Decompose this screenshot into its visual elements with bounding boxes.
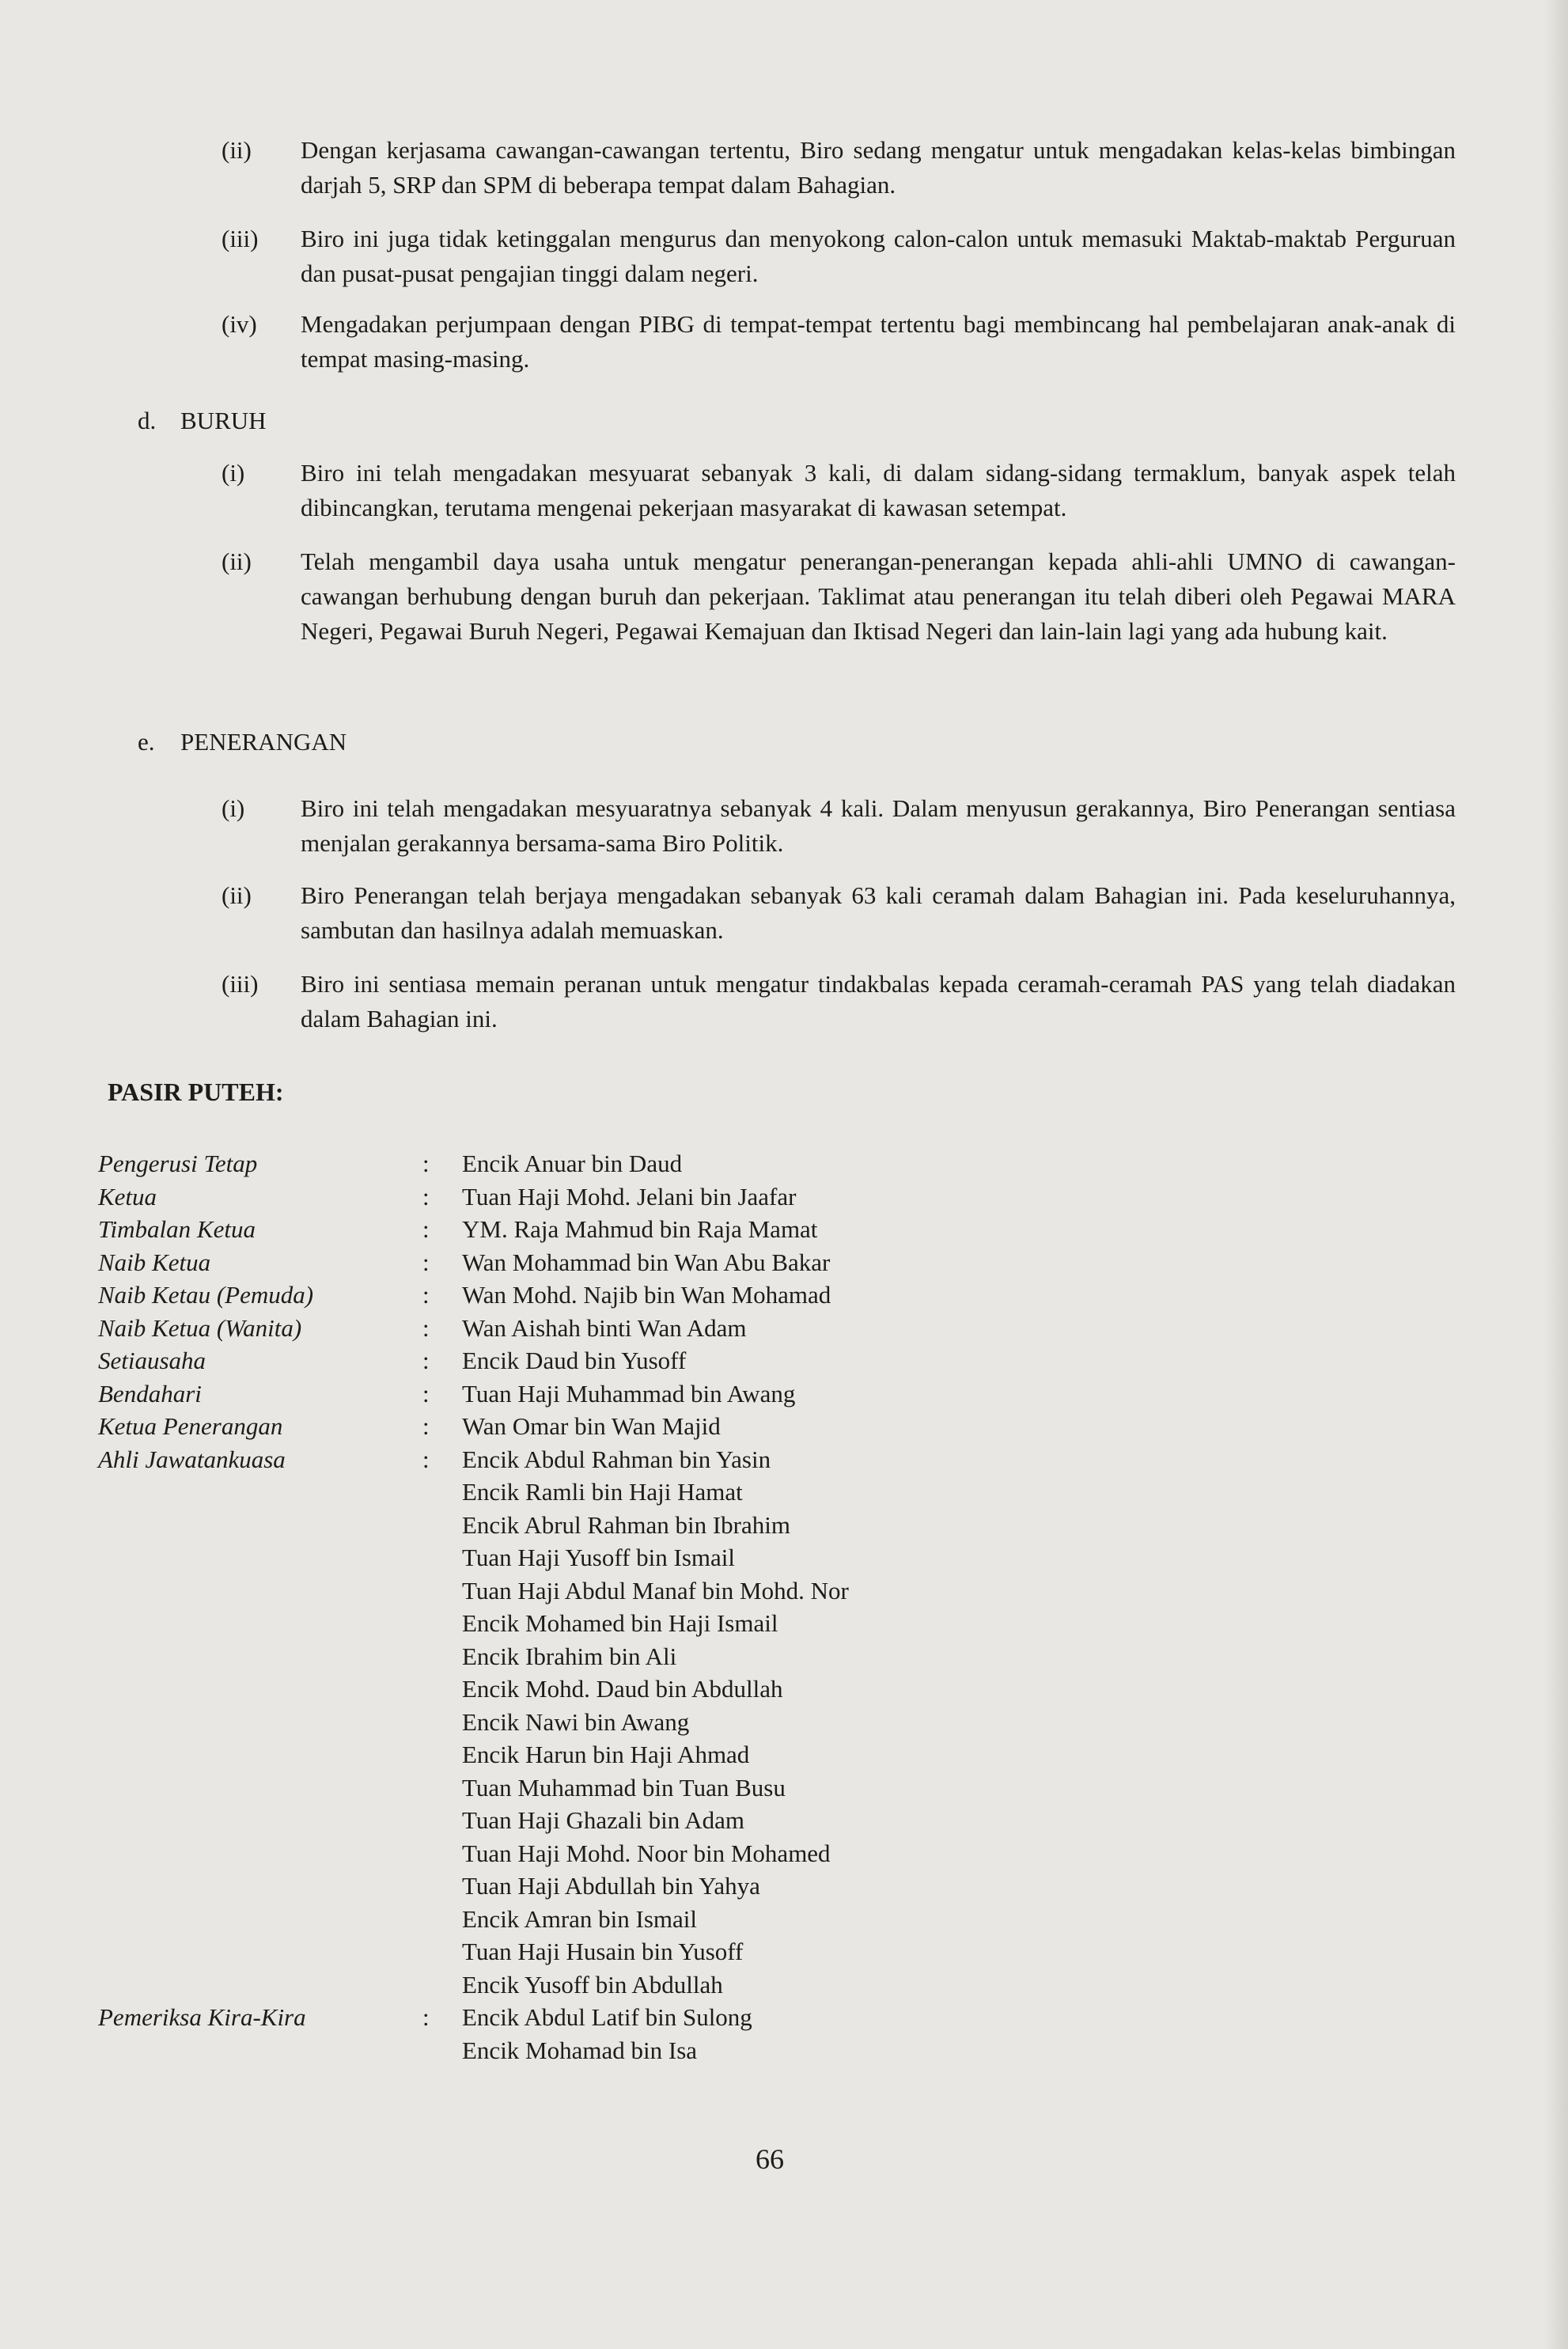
roster-row: [98, 1837, 1285, 1870]
member-name: Wan Mohd. Najib bin Wan Mohamad: [462, 1281, 831, 1309]
item-number: (iii): [222, 970, 259, 998]
item-text: Biro ini telah mengadakan mesyuarat sebanyak 3 kali, di dalam sidang-sidang termaklum, banyak aspek telah dibincangkan, terutama mengenai pekerjaan masyarakat di kawasan setempat.: [301, 459, 1456, 521]
member-name: Encik Mohamed bin Haji Ismail: [462, 1609, 778, 1637]
roster-row: [98, 1180, 1285, 1214]
separator-colon: :: [422, 1379, 430, 1408]
list-item: [222, 133, 1456, 203]
member-name: Encik Anuar bin Daud: [462, 1150, 683, 1177]
pasir-puteh-heading: PASIR PUTEH:: [108, 1078, 284, 1106]
role-label: Naib Ketau (Pemuda): [98, 1281, 314, 1309]
item-text: Biro ini juga tidak ketinggalan mengurus dan menyokong calon-calon untuk memasuki Maktab-maktab Perguruan dan pusat-pusat pengajian tinggi dalam negeri.: [301, 225, 1456, 287]
list-item: [222, 791, 1456, 861]
page-edge-shadow: [1544, 0, 1568, 2349]
member-name: Encik Abrul Rahman bin Ibrahim: [462, 1510, 790, 1539]
member-name: Tuan Haji Ghazali bin Adam: [462, 1806, 745, 1834]
separator-colon: :: [422, 1248, 430, 1276]
member-name: Tuan Haji Muhammad bin Awang: [462, 1379, 796, 1408]
item-number: (ii): [222, 881, 252, 909]
roster-row: [98, 2034, 1285, 2067]
roster-row: [98, 1673, 1285, 1706]
role-label: Bendahari: [98, 1379, 202, 1408]
item-number: (i): [222, 794, 245, 822]
roster-row: [98, 1312, 1285, 1345]
roster-row: [98, 1213, 1285, 1246]
roster-row: [98, 1147, 1285, 1180]
item-text: Dengan kerjasama cawangan-cawangan tertentu, Biro sedang mengatur untuk mengadakan kelas-kelas bimbingan darjah 5, SRP dan SPM di beberapa tempat dalam Bahagian.: [301, 136, 1456, 199]
roster-row: [98, 1607, 1285, 1640]
member-name: Encik Amran bin Ismail: [462, 1904, 698, 1933]
separator-colon: :: [422, 1445, 430, 1473]
member-name: Encik Mohamad bin Isa: [462, 2036, 698, 2064]
member-name: Tuan Haji Husain bin Yusoff: [462, 1938, 744, 1965]
member-name: Encik Ramli bin Haji Hamat: [462, 1478, 743, 1506]
item-text: Biro ini telah mengadakan mesyuaratnya sebanyak 4 kali. Dalam menyusun gerakannya, Biro Penerangan sentiasa menjalan gerakannya bersama-sama Biro Politik.: [301, 794, 1456, 857]
member-name: Tuan Haji Mohd. Noor bin Mohamed: [462, 1839, 831, 1867]
role-label: Pemeriksa Kira-Kira: [98, 2003, 306, 2031]
role-label: Setiausaha: [98, 1347, 206, 1374]
role-label: Naib Ketua (Wanita): [98, 1313, 302, 1342]
roster-row: [98, 1410, 1285, 1443]
section-heading-penerangan: [138, 725, 347, 760]
member-name: Tuan Muhammad bin Tuan Busu: [462, 1773, 786, 1802]
list-item: [222, 878, 1456, 948]
item-text: Mengadakan perjumpaan dengan PIBG di tempat-tempat tertentu bagi membincang hal pembelajaran anak-anak di tempat masing-masing.: [301, 310, 1456, 373]
list-item: [222, 544, 1456, 649]
section-letter: e.: [138, 728, 155, 756]
roster-row: [98, 1640, 1285, 1673]
roster-row: [98, 1246, 1285, 1279]
member-name: Tuan Haji Yusoff bin Ismail: [462, 1544, 736, 1571]
member-name: Wan Aishah binti Wan Adam: [462, 1313, 747, 1342]
item-number: (ii): [222, 547, 252, 575]
roster-row: [98, 1870, 1285, 1903]
member-name: Encik Mohd. Daud bin Abdullah: [462, 1675, 783, 1703]
roster-row: [98, 1706, 1285, 1739]
roster-row: [98, 1771, 1285, 1805]
member-name: Encik Abdul Latif bin Sulong: [462, 2003, 752, 2031]
section-title: PENERANGAN: [180, 728, 347, 756]
separator-colon: :: [422, 2003, 430, 2031]
member-name: Wan Omar bin Wan Majid: [462, 1412, 721, 1440]
roster-row: [98, 1377, 1285, 1411]
role-label: Pengerusi Tetap: [98, 1150, 258, 1177]
roster-row: [98, 2001, 1285, 2034]
item-text: Biro ini sentiasa memain peranan untuk mengatur tindakbalas kepada ceramah-ceramah PAS yang telah diadakan dalam Bahagian ini.: [301, 970, 1456, 1032]
separator-colon: :: [422, 1150, 430, 1177]
section-title: BURUH: [180, 407, 267, 434]
roster-row: [98, 1738, 1285, 1771]
roster-row: [98, 1903, 1285, 1936]
section-heading-buruh: [138, 403, 267, 438]
member-name: Wan Mohammad bin Wan Abu Bakar: [462, 1248, 831, 1276]
roster-row: [98, 1279, 1285, 1312]
separator-colon: :: [422, 1215, 430, 1243]
item-number: (i): [222, 459, 245, 487]
roster-row: [98, 1344, 1285, 1377]
roster-row: [98, 1968, 1285, 2002]
role-label: Naib Ketua: [98, 1248, 211, 1276]
separator-colon: :: [422, 1313, 430, 1342]
member-name: Tuan Haji Abdullah bin Yahya: [462, 1872, 760, 1900]
roster-row: [98, 1804, 1285, 1837]
list-item: [222, 222, 1456, 291]
roster-row: [98, 1541, 1285, 1574]
member-name: Encik Abdul Rahman bin Yasin: [462, 1445, 771, 1473]
roster-row: [98, 1935, 1285, 1968]
item-number: (iii): [222, 225, 259, 252]
member-name: Encik Yusoff bin Abdullah: [462, 1970, 723, 1999]
role-label: Ahli Jawatankuasa: [98, 1445, 286, 1473]
list-item: [222, 967, 1456, 1036]
roster-row: [98, 1476, 1285, 1509]
member-name: Encik Daud bin Yusoff: [462, 1347, 687, 1374]
role-label: Ketua: [98, 1182, 157, 1210]
section-letter: d.: [138, 407, 157, 434]
roster-row: [98, 1574, 1285, 1608]
member-name: Tuan Haji Mohd. Jelani bin Jaafar: [462, 1182, 797, 1210]
separator-colon: :: [422, 1182, 430, 1210]
separator-colon: :: [422, 1412, 430, 1440]
item-text: Telah mengambil daya usaha untuk mengatur penerangan-penerangan kepada ahli-ahli UMNO di cawangan-cawangan berhubung dengan buruh dan pekerjaan. Taklimat atau penerangan itu telah diberi oleh Pegawai MARA Negeri, Pegawai Buruh Negeri, Pegawai Kemajuan dan Iktisad Negeri dan lain-lain lagi yang ada hubung kait.: [301, 547, 1456, 645]
member-name: YM. Raja Mahmud bin Raja Mamat: [462, 1215, 818, 1243]
role-label: Ketua Penerangan: [98, 1412, 283, 1440]
member-name: Encik Nawi bin Awang: [462, 1707, 690, 1736]
roster-row: [98, 1509, 1285, 1542]
roster-row: [98, 1443, 1285, 1476]
role-label: Timbalan Ketua: [98, 1215, 256, 1243]
page-number: 66: [756, 2143, 784, 2175]
separator-colon: :: [422, 1281, 430, 1309]
item-text: Biro Penerangan telah berjaya mengadakan sebanyak 63 kali ceramah dalam Bahagian ini. Pada keseluruhannya, sambutan dan hasilnya adalah memuaskan.: [301, 881, 1456, 944]
item-number: (ii): [222, 136, 252, 164]
list-item: [222, 307, 1456, 377]
member-name: Tuan Haji Abdul Manaf bin Mohd. Nor: [462, 1576, 849, 1605]
list-item: [222, 456, 1456, 525]
member-name: Encik Harun bin Haji Ahmad: [462, 1741, 750, 1768]
separator-colon: :: [422, 1347, 430, 1374]
committee-roster: [98, 1147, 1285, 2067]
member-name: Encik Ibrahim bin Ali: [462, 1642, 677, 1670]
item-number: (iv): [222, 310, 257, 338]
